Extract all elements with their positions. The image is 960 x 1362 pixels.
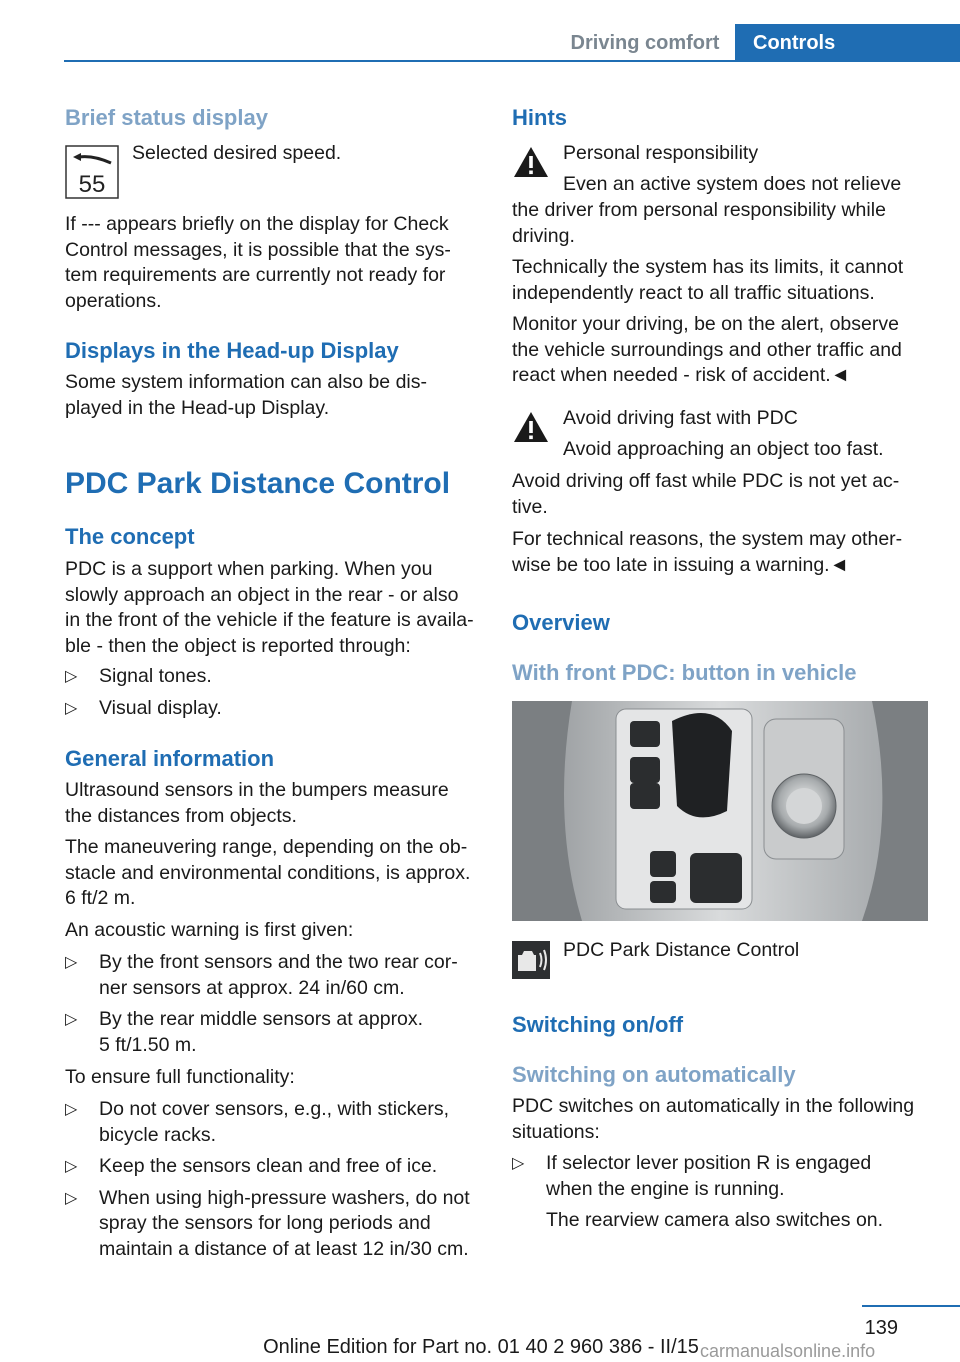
- ensure-paragraph: To ensure full functionality:: [65, 1066, 295, 1088]
- auto-paragraph: [512, 1094, 942, 1145]
- bullet-triangle-icon: ▷: [65, 668, 78, 685]
- text-line: PDC is a support when parking. When you: [65, 558, 433, 580]
- text-line: If selector lever position R is engaged: [546, 1152, 872, 1174]
- header-rule: [64, 60, 960, 62]
- text-line: 6 ft/2 m.: [65, 887, 136, 909]
- text-line: PDC switches on automatically in the following: [512, 1095, 915, 1117]
- text-line: when the engine is running.: [546, 1177, 785, 1200]
- list-item: [65, 1097, 485, 1148]
- header-section: Driving comfort: [570, 32, 720, 54]
- ensure-bullet-list: [65, 1097, 485, 1262]
- list-item: [65, 664, 485, 690]
- text-line: independently react to all traffic situations.: [512, 281, 875, 304]
- text-line: If --- appears briefly on the display for Check: [65, 213, 449, 235]
- text-line: For technical reasons, the system may other-: [512, 528, 903, 550]
- warning-triangle-icon: [512, 410, 550, 444]
- text-line: maintain a distance of at least 12 in/30 cm.: [99, 1237, 469, 1260]
- list-item-text: Visual display.: [99, 696, 222, 719]
- text-line: tive.: [512, 495, 548, 518]
- pdc-button-icon: [512, 941, 550, 979]
- text-line: Do not cover sensors, e.g., with stickers,: [99, 1098, 450, 1120]
- text-line: react when needed - risk of accident.◄: [512, 364, 850, 386]
- brief-status-heading: Brief status display: [65, 105, 268, 130]
- list-item: [65, 1154, 485, 1180]
- list-item: [65, 1186, 485, 1263]
- text-line: By the rear middle sensors at approx.: [99, 1008, 424, 1030]
- text-line: Technically the system has its limits, it cannot: [512, 256, 904, 278]
- brief-paragraph: [65, 212, 485, 314]
- warning-bullet-list: [65, 950, 485, 1058]
- text-line: slowly approach an object in the rear - or also: [65, 583, 459, 606]
- text-line: tem requirements are currently not ready for: [65, 264, 446, 286]
- text-line: situations:: [512, 1120, 600, 1143]
- text-line: ble - then the object is reported through:: [65, 634, 411, 657]
- text-line: The maneuvering range, depending on the ob-: [65, 836, 468, 858]
- concept-bullet-list: [65, 664, 485, 721]
- speed-limit-icon: [65, 145, 119, 199]
- hint-avoid-line1: Avoid approaching an object too fast.: [563, 438, 884, 460]
- hint-responsibility-text: [512, 198, 932, 249]
- bullet-triangle-icon: ▷: [65, 1101, 78, 1118]
- list-item: [65, 950, 485, 1001]
- text-line: Control messages, it is possible that the sys-: [65, 238, 451, 261]
- text-line: the vehicle surroundings and other traffic and: [512, 338, 902, 361]
- text-line: When using high-pressure washers, do not: [99, 1186, 470, 1209]
- hud-paragraph: [65, 370, 485, 421]
- acoustic-paragraph: An acoustic warning is first given:: [65, 919, 354, 941]
- text-line: Some system information can also be dis-: [65, 371, 427, 393]
- footer-rule: [862, 1305, 960, 1307]
- hints-heading: Hints: [512, 105, 567, 130]
- bullet-triangle-icon: ▷: [512, 1155, 525, 1172]
- general-paragraph: [65, 778, 485, 829]
- text-line: ner sensors at approx. 24 in/60 cm.: [99, 976, 405, 999]
- page-number: 139: [864, 1317, 898, 1339]
- text-line: the driver from personal responsibility while: [512, 199, 886, 221]
- monitor-paragraph: [512, 312, 932, 389]
- bullet-triangle-icon: ▷: [65, 1189, 78, 1207]
- text-line: 5 ft/1.50 m.: [99, 1033, 197, 1056]
- brief-caption: Selected desired speed.: [132, 142, 342, 164]
- edition-footer: Online Edition for Part no. 01 40 2 960 386 - II/15: [263, 1336, 699, 1358]
- front-pdc-heading: With front PDC: button in vehicle: [512, 660, 857, 685]
- hint-avoid-title: Avoid driving fast with PDC: [563, 407, 798, 429]
- vehicle-console-photo: [512, 701, 928, 921]
- hint-responsibility-line1: Even an active system does not relieve: [563, 173, 902, 195]
- speed-limit-number: 55: [78, 171, 106, 198]
- bullet-triangle-icon: ▷: [65, 1158, 78, 1175]
- text-line: in the front of the vehicle if the feature is availa-: [65, 609, 474, 631]
- watermark: carmanualsonline.info: [700, 1341, 876, 1361]
- switching-heading: Switching on/off: [512, 1012, 684, 1037]
- text-line: bicycle racks.: [99, 1123, 217, 1146]
- header-tab-controls: Controls: [735, 24, 960, 62]
- hud-heading: Displays in the Head-up Display: [65, 338, 399, 363]
- avoid-paragraph: [512, 469, 932, 520]
- text-line: spray the sensors for long periods and: [99, 1212, 431, 1234]
- text-line: The rearview camera also switches on.: [546, 1209, 884, 1231]
- list-item: [65, 1007, 485, 1058]
- text-line: driving.: [512, 224, 575, 247]
- overview-heading: Overview: [512, 610, 610, 635]
- list-item: [512, 1151, 932, 1234]
- text-line: By the front sensors and the two rear cor-: [99, 951, 458, 973]
- bullet-triangle-icon: ▷: [65, 699, 78, 717]
- text-line: played in the Head-up Display.: [65, 396, 330, 419]
- pdc-button-caption: PDC Park Distance Control: [563, 939, 800, 961]
- text-line: Monitor your driving, be on the alert, observe: [512, 313, 899, 335]
- limits-paragraph: [512, 255, 932, 306]
- auto-bullet-list: [512, 1151, 932, 1234]
- concept-heading: The concept: [65, 524, 195, 549]
- text-line: the distances from objects.: [65, 804, 297, 827]
- hint-responsibility-title: Personal responsibility: [563, 142, 759, 164]
- text-line: Keep the sensors clean and free of ice.: [99, 1155, 438, 1177]
- bullet-triangle-icon: ▷: [65, 954, 78, 971]
- text-line: wise be too late in issuing a warning.◄: [512, 553, 849, 576]
- concept-paragraph: [65, 557, 485, 659]
- general-info-heading: General information: [65, 746, 275, 771]
- list-item-text: Signal tones.: [99, 665, 212, 687]
- technical-paragraph: [512, 527, 932, 578]
- text-line: stacle and environmental conditions, is approx.: [65, 861, 471, 884]
- pdc-chapter-title: PDC Park Distance Control: [65, 467, 451, 500]
- list-item: [65, 696, 485, 722]
- warning-triangle-icon: [512, 145, 550, 179]
- bullet-triangle-icon: ▷: [65, 1011, 78, 1028]
- text-line: operations.: [65, 289, 162, 312]
- text-line: Avoid driving off fast while PDC is not yet ac-: [512, 470, 900, 492]
- range-paragraph: [65, 835, 485, 912]
- text-line: Ultrasound sensors in the bumpers measure: [65, 779, 449, 801]
- auto-switch-heading: Switching on automatically: [512, 1062, 796, 1087]
